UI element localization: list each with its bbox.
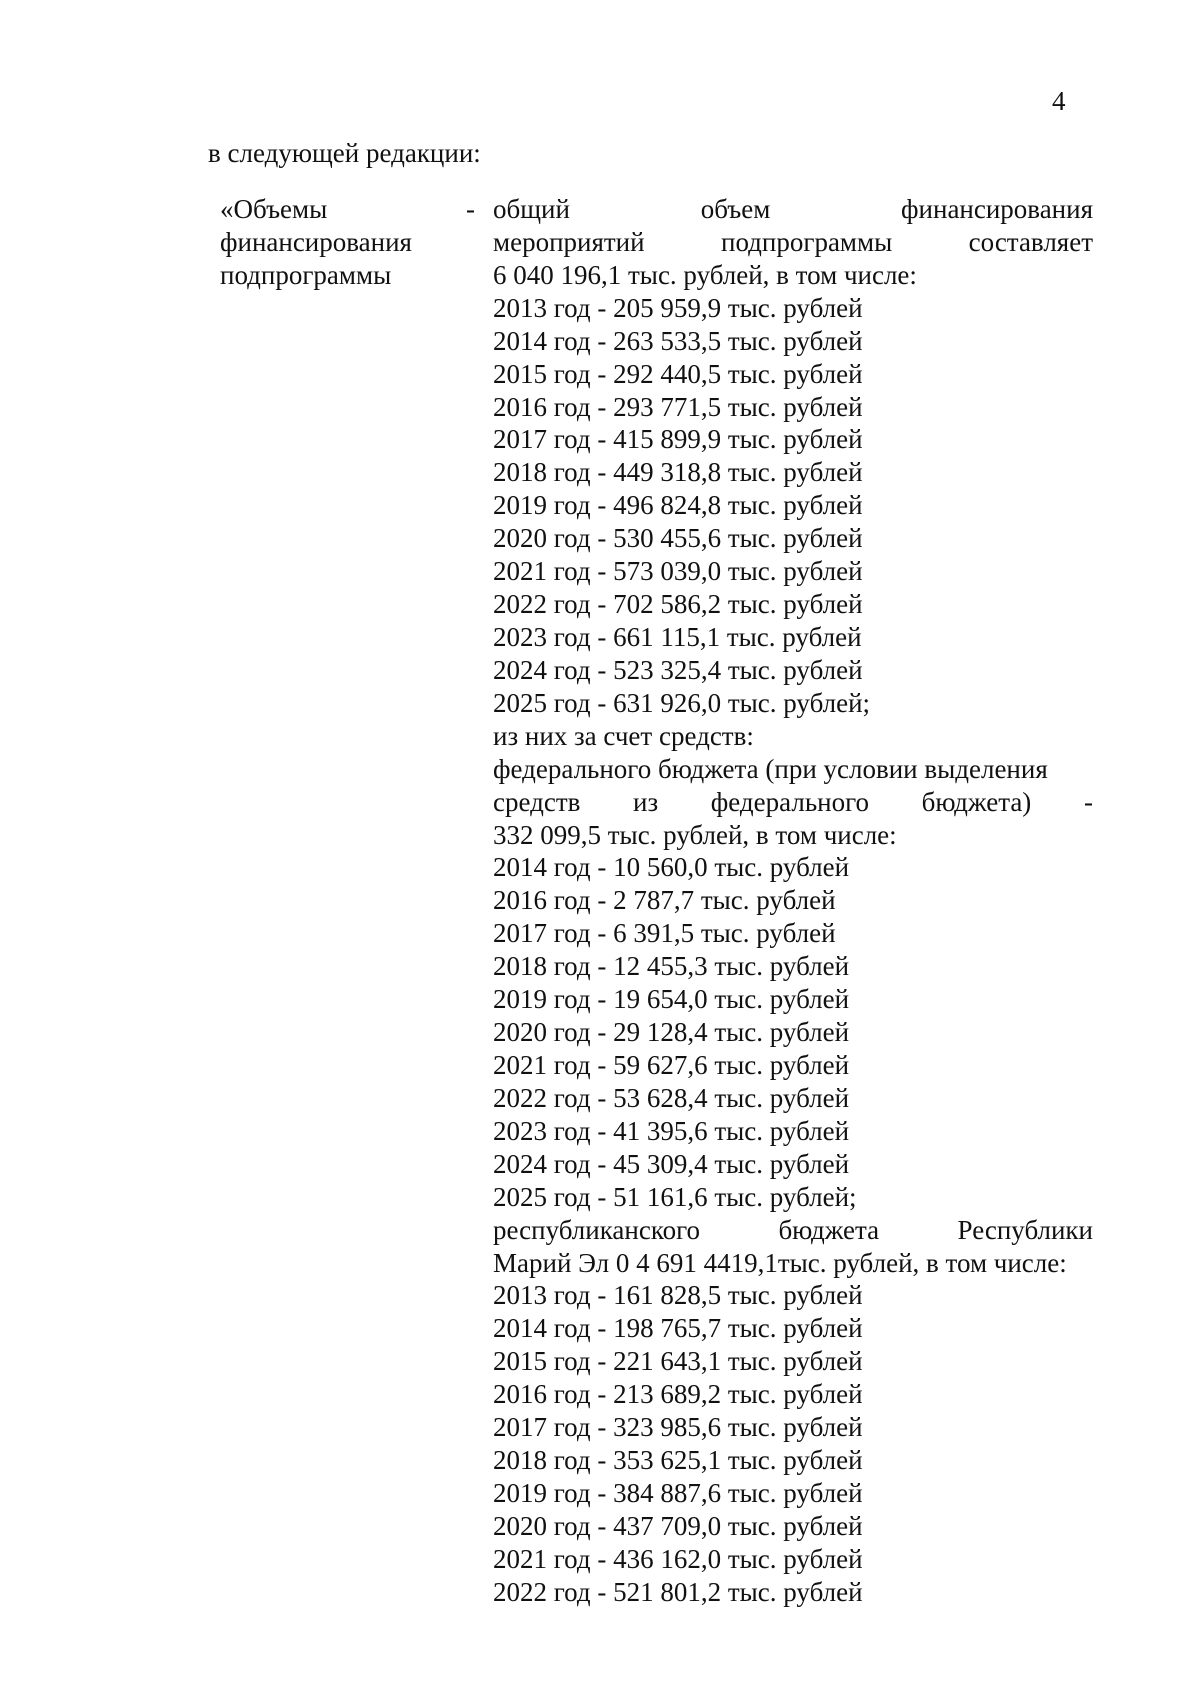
total-amount-line: 6 040 196,1 тыс. рублей, в том числе: xyxy=(493,259,917,290)
federal-year-line: 2020 год - 29 128,4 тыс. рублей xyxy=(493,1017,850,1048)
intro-text: в следующей редакции: xyxy=(208,138,481,168)
federal-word: федерального xyxy=(710,786,869,817)
republic-year-line: 2014 год - 198 765,7 тыс. рублей xyxy=(493,1313,863,1344)
total-year-line: 2024 год - 523 325,4 тыс. рублей xyxy=(493,654,863,685)
label-word-subprogram: подпрограммы xyxy=(220,260,392,290)
republic-year-line: 2015 год - 221 643,1 тыс. рублей xyxy=(493,1346,863,1377)
republic-year-line: 2013 год - 161 828,5 тыс. рублей xyxy=(493,1280,863,1311)
republic-year-line: 2020 год - 437 709,0 тыс. рублей xyxy=(493,1510,863,1541)
federal-year-line: 2024 год - 45 309,4 тыс. рублей xyxy=(493,1148,850,1179)
federal-year-line: 2019 год - 19 654,0 тыс. рублей xyxy=(493,984,850,1015)
federal-year-line: 2023 год - 41 395,6 тыс. рублей xyxy=(493,1115,850,1146)
total-year-line: 2019 год - 496 824,8 тыс. рублей xyxy=(493,490,863,521)
financing-label-column xyxy=(220,193,475,292)
total-year-line: 2014 год - 263 533,5 тыс. рублей xyxy=(493,325,863,356)
label-word-volumes: «Объемы xyxy=(220,194,328,224)
republic-word: республиканского xyxy=(493,1214,700,1245)
header-word: финансирования xyxy=(901,194,1093,224)
republic-year-line: 2017 год - 323 985,6 тыс. рублей xyxy=(493,1412,863,1443)
federal-word: бюджета) xyxy=(921,786,1032,817)
total-year-line: 2021 год - 573 039,0 тыс. рублей xyxy=(493,556,863,587)
total-year-line: 2018 год - 449 318,8 тыс. рублей xyxy=(493,457,863,488)
republic-word: бюджета xyxy=(778,1214,880,1245)
federal-budget-line-1: федерального бюджета (при условии выделения xyxy=(493,753,1048,784)
federal-year-line: 2021 год - 59 627,6 тыс. рублей xyxy=(493,1049,850,1080)
header-word: общий xyxy=(493,194,570,224)
federal-word: - xyxy=(1083,786,1093,817)
federal-year-line: 2025 год - 51 161,6 тыс. рублей; xyxy=(493,1181,857,1212)
republic-year-line: 2019 год - 384 887,6 тыс. рублей xyxy=(493,1477,863,1508)
header-word: подпрограммы xyxy=(721,226,893,257)
federal-word: из xyxy=(633,786,659,817)
republic-year-line: 2021 год - 436 162,0 тыс. рублей xyxy=(493,1543,863,1574)
financing-details-column xyxy=(493,193,1093,1609)
federal-total-line: 332 099,5 тыс. рублей, в том числе: xyxy=(493,819,897,850)
republic-word: Республики xyxy=(957,1214,1093,1245)
total-year-line: 2017 год - 415 899,9 тыс. рублей xyxy=(493,424,863,455)
total-year-line: 2015 год - 292 440,5 тыс. рублей xyxy=(493,358,863,389)
republic-year-line: 2016 год - 213 689,2 тыс. рублей xyxy=(493,1379,863,1410)
label-first-line xyxy=(220,193,475,226)
total-year-line: 2022 год - 702 586,2 тыс. рублей xyxy=(493,589,863,620)
federal-year-line: 2022 год - 53 628,4 тыс. рублей xyxy=(493,1082,850,1113)
header-word: составляет xyxy=(968,226,1093,257)
label-dash: - xyxy=(466,194,475,224)
total-year-line: 2020 год - 530 455,6 тыс. рублей xyxy=(493,523,863,554)
header-word: объем xyxy=(700,194,771,224)
federal-year-line: 2017 год - 6 391,5 тыс. рублей xyxy=(493,918,836,949)
republic-year-line: 2018 год - 353 625,1 тыс. рублей xyxy=(493,1445,863,1476)
federal-budget-line-2 xyxy=(493,786,1093,819)
header-word: мероприятий xyxy=(493,226,645,257)
label-word-financing: финансирования xyxy=(220,227,412,257)
sources-intro: из них за счет средств: xyxy=(493,720,754,751)
header-line-2 xyxy=(493,226,1093,259)
federal-year-line: 2016 год - 2 787,7 тыс. рублей xyxy=(493,885,836,916)
republic-budget-line-1 xyxy=(493,1214,1093,1247)
header-line-1 xyxy=(493,193,1093,226)
federal-year-line: 2018 год - 12 455,3 тыс. рублей xyxy=(493,951,850,982)
page-number: 4 xyxy=(1052,86,1066,116)
federal-word: средств xyxy=(493,786,581,817)
total-year-line: 2023 год - 661 115,1 тыс. рублей xyxy=(493,621,862,652)
republic-year-line: 2022 год - 521 801,2 тыс. рублей xyxy=(493,1576,863,1607)
federal-year-line: 2014 год - 10 560,0 тыс. рублей xyxy=(493,852,850,883)
total-year-line: 2025 год - 631 926,0 тыс. рублей; xyxy=(493,687,871,718)
total-year-line: 2016 год - 293 771,5 тыс. рублей xyxy=(493,391,863,422)
republic-total-line: Марий Эл 0 4 691 4419,1тыс. рублей, в том числе: xyxy=(493,1247,1067,1278)
total-year-line: 2013 год - 205 959,9 тыс. рублей xyxy=(493,292,863,323)
